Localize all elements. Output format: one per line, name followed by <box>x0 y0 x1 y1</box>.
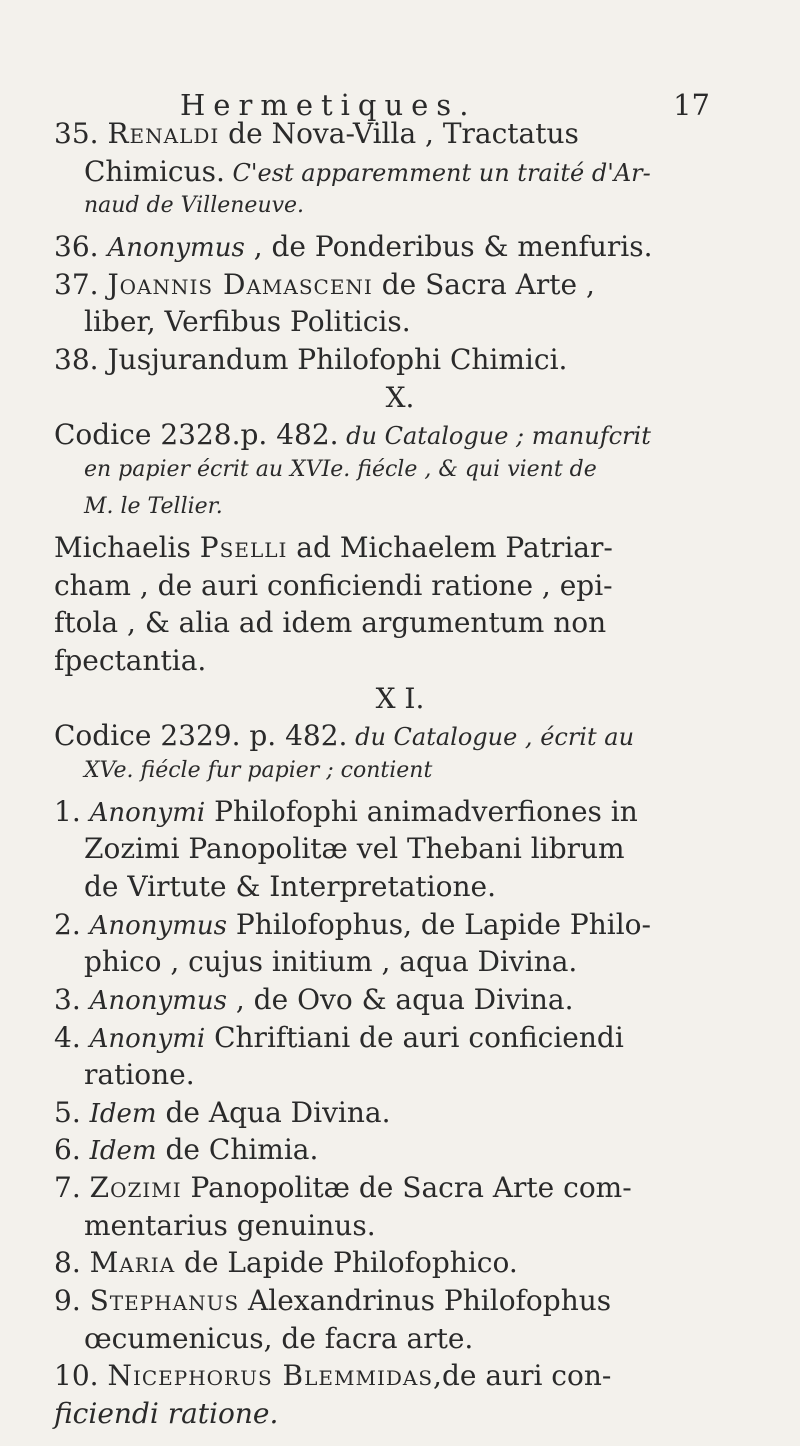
section-x-entry-line-2: cham , de auri conficiendi ratione , epi- <box>54 569 613 602</box>
item-text: de Chimia. <box>156 1133 319 1166</box>
item-number: 36. <box>54 230 99 263</box>
item-37-line-2: liber, Verfibus Politicis. <box>84 305 411 338</box>
xi-item-5 <box>54 1096 391 1129</box>
item-35-line-1 <box>54 117 579 150</box>
xi-item-7-line-1 <box>54 1171 632 1204</box>
xi-item-2-line-1 <box>54 908 651 941</box>
item-number: 38. <box>54 343 99 376</box>
xi-item-10 <box>54 1359 612 1392</box>
xi-item-7-line-2: mentarius genuinus. <box>84 1209 376 1242</box>
xi-item-8 <box>54 1246 518 1279</box>
item-text: , de Ovo & aqua Divina. <box>226 983 574 1016</box>
codex-reference: Codice 2329. p. 482. <box>54 719 348 752</box>
author-name: Maria <box>89 1246 176 1279</box>
author-name: Anonymi <box>89 798 206 828</box>
page-number: 17 <box>673 88 710 122</box>
item-number: 2. <box>54 908 81 941</box>
author-name: Anonymus <box>89 986 227 1016</box>
author-name: Renaldi <box>107 117 220 150</box>
author-name: Anonymus <box>89 911 227 941</box>
item-number: 10. <box>54 1359 99 1392</box>
item-text: , de Ponderibus & menfuris. <box>244 230 653 263</box>
section-x-codex-line-1 <box>54 418 651 451</box>
xi-item-9-line-2 <box>84 1322 474 1355</box>
xi-item-4-line-1 <box>54 1021 624 1054</box>
author-name: Idem <box>89 1136 157 1166</box>
section-x-codex-line-2: en papier écrit au XVIe. fiécle , & qui vient de <box>84 457 597 482</box>
item-35-line-2 <box>84 155 651 188</box>
item-number: 7. <box>54 1171 81 1204</box>
author-name: Pselli <box>199 531 288 564</box>
author-name: Anonymi <box>89 1024 206 1054</box>
section-x-heading: X. <box>385 381 415 414</box>
codex-reference: Codice 2328.p. 482. <box>54 418 339 451</box>
author-name: Idem <box>89 1099 157 1129</box>
item-number: 4. <box>54 1021 81 1054</box>
running-title: Hermetiques. <box>180 88 477 122</box>
section-x-codex-line-3: M. le Tellier. <box>84 494 223 519</box>
section-xi-heading: X I. <box>375 682 425 715</box>
section-x-entry-line-4: fpectantia. <box>54 644 207 677</box>
item-text: de Lapide Philofophico. <box>175 1246 518 1279</box>
xi-item-3 <box>54 983 574 1016</box>
item-text: de Sacra Arte , <box>372 268 595 301</box>
author-name: Stephanus <box>89 1284 240 1317</box>
author-name: Zozimi <box>89 1171 182 1204</box>
xi-item-10-line-2 <box>54 1397 279 1430</box>
item-number: 5. <box>54 1096 81 1129</box>
section-xi-codex-line-1 <box>54 719 635 752</box>
item-number: 1. <box>54 795 81 828</box>
item-text: Alexandrinus Philofophus <box>239 1284 612 1317</box>
xi-item-4-line-2: ratione. <box>84 1058 195 1091</box>
author-name: Anonymus <box>107 233 245 263</box>
item-37-line-1 <box>54 268 595 301</box>
item-number: 35. <box>54 117 99 150</box>
item-38 <box>54 343 568 376</box>
xi-item-6 <box>54 1133 319 1166</box>
section-xi-codex-line-2: XVe. fiécle fur papier ; contient <box>84 758 433 783</box>
item-number: 9. <box>54 1284 81 1317</box>
item-text: œcumenicus, de facra arte. <box>84 1322 474 1355</box>
author-name: Nicephorus Blemmidas <box>107 1359 434 1392</box>
item-number: 37. <box>54 268 99 301</box>
codex-note: du Catalogue ; manufcrit <box>338 422 651 450</box>
item-text: Chriftiani de auri conficiendi <box>205 1021 624 1054</box>
item-text: Philofophus, de Lapide Philo- <box>226 908 651 941</box>
item-text: de Aqua Divina. <box>156 1096 391 1129</box>
item-text: Philofophi animadverfiones in <box>205 795 638 828</box>
item-number: 8. <box>54 1246 81 1279</box>
french-note: C'est apparemment un traité d'Ar- <box>224 159 651 187</box>
author-name: Joannis Damasceni <box>107 268 373 301</box>
item-36 <box>54 230 653 263</box>
item-number: 3. <box>54 983 81 1016</box>
item-text: ficiendi ratione. <box>54 1397 279 1430</box>
item-35-line-3: naud de Villeneuve. <box>84 193 305 218</box>
item-text: Michaelis <box>54 531 200 564</box>
item-text: Jusjurandum Philofophi Chimici. <box>107 343 568 376</box>
item-text: Panopolitæ de Sacra Arte com- <box>181 1171 632 1204</box>
xi-item-1-line-1 <box>54 795 638 828</box>
item-text: ad Michaelem Patriar- <box>287 531 613 564</box>
item-text: Chimicus. <box>84 155 225 188</box>
xi-item-1-line-2: Zozimi Panopolitæ vel Thebani librum <box>84 832 625 865</box>
item-text: de Nova-Villa , Tractatus <box>219 117 579 150</box>
codex-note: du Catalogue , écrit au <box>347 723 635 751</box>
xi-item-2-line-2: phico , cujus initium , aqua Divina. <box>84 945 578 978</box>
section-x-entry-line-3: ftola , & alia ad idem argumentum non <box>54 606 607 639</box>
xi-item-1-line-3: de Virtute & Interpretatione. <box>84 870 496 903</box>
section-x-entry-line-1 <box>54 531 613 564</box>
xi-item-9-line-1 <box>54 1284 612 1317</box>
item-text: ,de auri con- <box>433 1359 612 1392</box>
item-number: 6. <box>54 1133 81 1166</box>
